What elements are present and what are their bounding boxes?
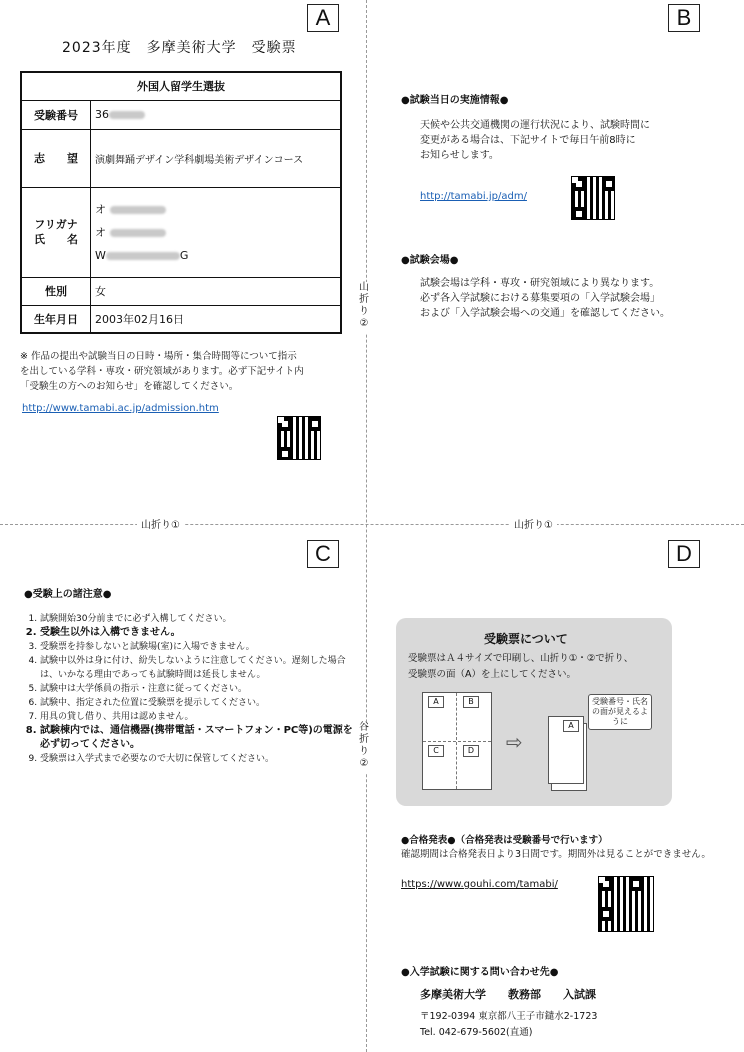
fold-label-mountain2: 山折り② (355, 282, 373, 334)
panel-a-note (20, 349, 350, 394)
ticket-title: 2023年度 多摩美術大学 受験票 (62, 40, 297, 56)
pass-announcement (401, 834, 711, 862)
rule-item: 6. 試験中、指定された位置に受験票を提示してください。 (40, 696, 360, 710)
furigana-initial: オ (95, 202, 106, 216)
panel-c-label: C (307, 540, 339, 568)
fold-label-mountain1-left: 山折り① (137, 516, 184, 531)
folded-sheet-diagram (548, 716, 584, 784)
panel-b-label: B (668, 4, 700, 32)
pass-url-link[interactable]: https://www.gouhi.com/tamabi/ (401, 879, 558, 890)
mini-a: A (428, 696, 444, 708)
info-line: お知らせします。 (420, 150, 499, 161)
redaction (110, 229, 166, 237)
name-label-cell (21, 187, 91, 277)
exam-venue-heading: ●試験会場● (401, 255, 459, 266)
guide-text (408, 651, 633, 683)
horizontal-fold-line (0, 524, 744, 525)
sex-value: 女 (91, 277, 342, 305)
info-line: 変更がある場合は、下記サイトで毎日午前8時に (420, 135, 636, 146)
rule-item: 1. 試験開始30分前までに必ず入構してください。 (40, 612, 360, 626)
exam-info-link[interactable]: http://tamabi.jp/adm/ (420, 191, 527, 202)
arrow-right-icon: ⇨ (506, 730, 523, 754)
exam-no-cell (91, 100, 342, 129)
exam-venue-text (420, 276, 670, 321)
guide-title: 受験票について (484, 632, 568, 646)
table-header: 外国人留学生選抜 (21, 72, 341, 100)
rule-item: 2. 受験生以外は入構できません。 (40, 626, 360, 640)
exam-rules-heading: ●受験上の諸注意● (24, 589, 112, 600)
admission-qr-code (277, 416, 321, 460)
admission-link[interactable]: http://www.tamabi.ac.jp/admission.htm (22, 403, 219, 414)
note-line: ※ 作品の提出や試験当日の日時・場所・集合時間等について指示 (20, 351, 297, 362)
pass-heading: ●合格発表●（合格発表は受験番号で行います） (401, 835, 608, 846)
panel-a-label: A (307, 4, 339, 32)
venue-line: 必ず各入学試験における募集要項の「入学試験会場」 (420, 293, 660, 304)
guide-line: 受験票の面（A）を上にしてください。 (408, 669, 576, 680)
venue-line: および「入学試験会場への交通」を確認してください。 (420, 308, 670, 319)
mini-c: C (428, 745, 444, 757)
rule-item: 9. 受験票は入学式まで必要なので大切に保管してください。 (40, 752, 360, 766)
note-line: を出している学科・専攻・研究領域があります。必ず下記サイト内 (20, 366, 304, 377)
mini-b: B (463, 696, 479, 708)
inquiry-heading: ●入学試験に関する問い合わせ先● (401, 967, 559, 978)
exam-rules-list (24, 612, 360, 766)
exam-day-info-text (420, 118, 650, 163)
redaction (109, 111, 145, 119)
pass-qr-code (598, 876, 654, 932)
exam-no-label: 受験番号 (21, 100, 91, 129)
rule-item: 7. 用具の貸し借り、共用は認めません。 (40, 710, 360, 724)
name-initial: オ (95, 225, 106, 239)
ticket-table (20, 71, 342, 334)
mini-a-folded: A (563, 720, 579, 732)
guide-line: 受験票はＡ４サイズで印刷し、山折り①・②で折り、 (408, 653, 634, 664)
dob-value: 2003年02月16日 (91, 305, 342, 333)
inquiry-address: 〒192-0394 東京都八王子市鑓水2-1723 (420, 1011, 598, 1022)
choice-label: 志 望 (21, 129, 91, 187)
vertical-fold-line (366, 0, 367, 1052)
sex-label: 性別 (21, 277, 91, 305)
rule-item: 8. 試験棟内では、通信機器(携帯電話・スマートフォン・PC等)の電源を必ず切ってください。 (40, 724, 360, 752)
name-label: 氏 名 (34, 233, 78, 246)
redaction (106, 252, 180, 260)
romaji-end: G (179, 248, 189, 262)
guide-callout: 受験番号・氏名の面が見えるように (588, 694, 652, 730)
mini-d: D (463, 745, 479, 757)
name-cell (91, 187, 342, 277)
panel-d-label: D (668, 540, 700, 568)
fold-label-mountain1-right: 山折り① (510, 516, 557, 531)
redaction (110, 206, 166, 214)
dob-label: 生年月日 (21, 305, 91, 333)
unfolded-sheet-diagram (422, 692, 492, 790)
inquiry-tel: Tel. 042-679-5602(直通) (420, 1027, 533, 1038)
rule-item: 5. 試験中は大学係員の指示・注意に従ってください。 (40, 682, 360, 696)
diagram-fold-h (423, 741, 491, 742)
info-line: 天候や公共交通機関の運行状況により、試験時間に (420, 120, 650, 131)
fold-label-valley2: 谷折り② (355, 722, 373, 774)
pass-body: 確認期間は合格発表日より3日間です。期間外は見ることができません。 (401, 849, 711, 860)
inquiry-org: 多摩美術大学 教務部 入試課 (420, 988, 596, 1001)
note-line: 「受験生の方へのお知らせ」を確認してください。 (20, 381, 239, 392)
rule-item: 3. 受験票を持参しないと試験場(室)に入場できません。 (40, 640, 360, 654)
venue-line: 試験会場は学科・専攻・研究領域により異なります。 (420, 278, 660, 289)
exam-info-qr-code (571, 176, 615, 220)
exam-day-info-heading: ●試験当日の実施情報● (401, 95, 509, 106)
romaji-start: W (95, 248, 106, 262)
choice-value: 演劇舞踊デザイン学科劇場美術デザインコース (91, 129, 342, 187)
furigana-label: フリガナ (34, 218, 78, 231)
exam-no-value: 36 (95, 108, 109, 121)
folding-guide-box (396, 618, 672, 806)
rule-item: 4. 試験中以外は身に付け、紛失しないように注意してください。遅刻した場合は、いかなる理由であっても試験時間は延長しません。 (40, 654, 360, 682)
